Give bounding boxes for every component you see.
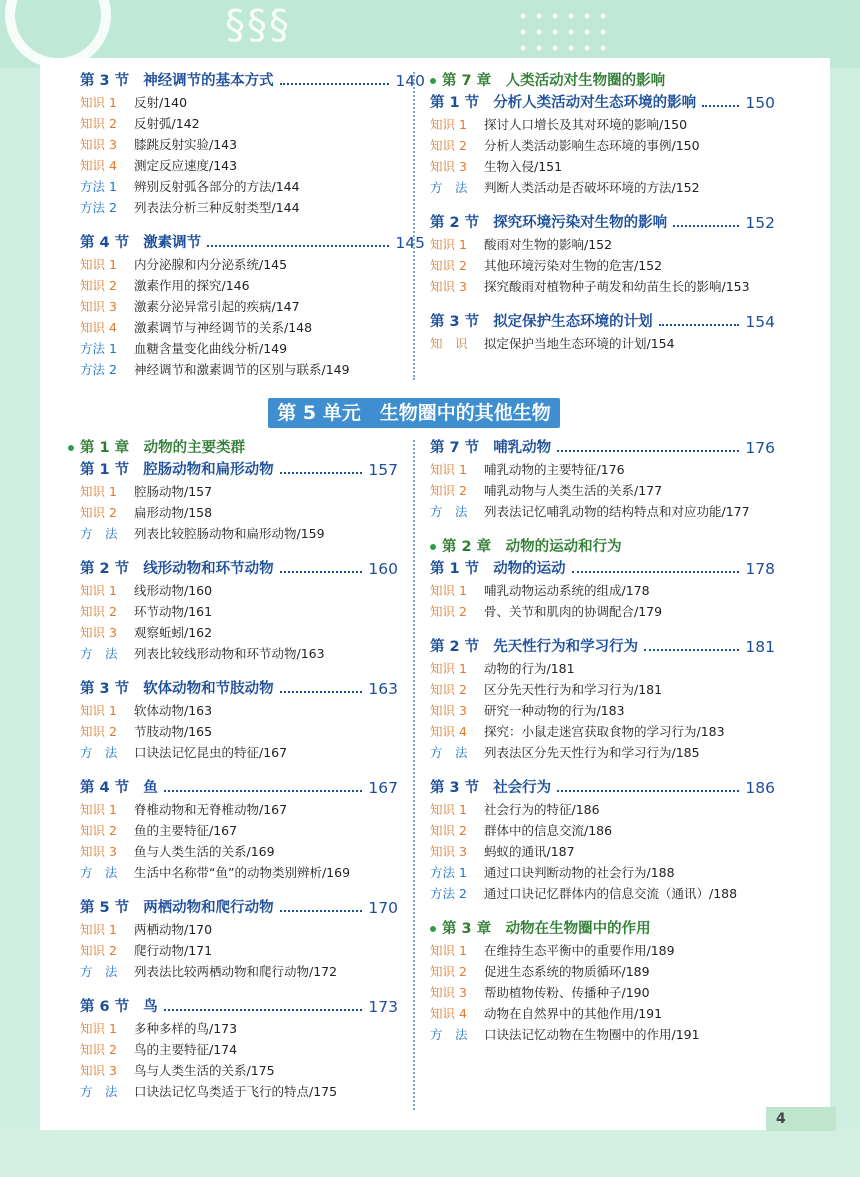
item-text: 多种多样的鸟/173 xyxy=(134,1021,238,1036)
toc-item xyxy=(80,359,425,380)
toc-item xyxy=(430,982,775,1003)
toc-section xyxy=(430,212,775,297)
section-number: 第 1 节 xyxy=(430,95,480,111)
item-text: 辨别反射弧各部分的方法/144 xyxy=(134,179,300,194)
column-divider-bottom xyxy=(413,440,415,1110)
toc-item xyxy=(80,176,425,197)
section-title: 神经调节的基本方式 xyxy=(143,73,274,89)
item-text: 反射弧/142 xyxy=(134,116,200,131)
toc-item xyxy=(80,961,398,982)
item-tag: 知识 1 xyxy=(430,462,467,477)
toc-section xyxy=(430,940,775,1045)
section-page: 181 xyxy=(745,638,775,656)
item-text: 激素作用的探究/146 xyxy=(134,278,250,293)
toc-item xyxy=(80,113,425,134)
item-text: 内分泌腺和内分泌系统/145 xyxy=(134,257,288,272)
chapter-heading: 第 7 章 人类活动对生物圈的影响 xyxy=(430,70,775,92)
item-text: 生活中名称带“鱼”的动物类别辨析/169 xyxy=(134,865,351,880)
item-tag: 方 法 xyxy=(80,1084,118,1099)
item-text: 观察蚯蚓/162 xyxy=(134,625,213,640)
item-tag: 知识 1 xyxy=(430,117,467,132)
section-title: 鱼 xyxy=(143,780,158,796)
item-text: 血糖含量变化曲线分析/149 xyxy=(134,341,288,356)
toc-section xyxy=(430,311,775,354)
toc-section xyxy=(430,92,775,198)
item-text: 口诀法记忆鸟类适于飞行的特点/175 xyxy=(134,1084,338,1099)
item-text: 酸雨对生物的影响/152 xyxy=(484,237,613,252)
item-tag: 方 法 xyxy=(80,526,118,541)
item-tag: 方 法 xyxy=(80,964,118,979)
item-text: 测定反应速度/143 xyxy=(134,158,238,173)
toc-section xyxy=(80,232,425,380)
section-heading xyxy=(80,70,425,92)
item-text: 腔肠动物/157 xyxy=(134,484,213,499)
column-divider-top xyxy=(413,72,415,380)
item-tag: 方法 2 xyxy=(80,362,117,377)
item-tag: 知识 2 xyxy=(80,943,117,958)
dot-leader xyxy=(572,571,740,573)
item-text: 列表法分析三种反射类型/144 xyxy=(134,200,300,215)
toc-section xyxy=(430,636,775,763)
item-text: 鱼与人类生活的关系/169 xyxy=(134,844,275,859)
item-text: 列表比较腔肠动物和扁形动物/159 xyxy=(134,526,325,541)
section-number: 第 2 节 xyxy=(430,215,480,231)
item-text: 节肢动物/165 xyxy=(134,724,213,739)
item-text: 动物在自然界中的其他作用/191 xyxy=(484,1006,663,1021)
item-text: 口诀法记忆昆虫的特征/167 xyxy=(134,745,288,760)
toc-item xyxy=(430,721,775,742)
item-text: 鸟与人类生活的关系/175 xyxy=(134,1063,275,1078)
page-number: 4 xyxy=(766,1107,836,1131)
toc-item xyxy=(80,1018,398,1039)
toc-item xyxy=(80,580,398,601)
toc-item xyxy=(80,841,398,862)
dot-leader xyxy=(557,450,739,452)
dot-leader xyxy=(280,691,363,693)
section-heading xyxy=(80,777,398,799)
item-text: 列表法比较两栖动物和爬行动物/172 xyxy=(134,964,338,979)
item-tag: 方 法 xyxy=(430,180,468,195)
toc-item xyxy=(80,134,425,155)
item-text: 爬行动物/171 xyxy=(134,943,213,958)
item-tag: 知识 4 xyxy=(80,320,117,335)
dot-leader xyxy=(280,83,390,85)
toc-item xyxy=(430,679,775,700)
toc-section xyxy=(80,70,425,218)
item-tag: 知识 1 xyxy=(80,484,117,499)
dot-leader xyxy=(557,790,739,792)
item-tag: 知识 2 xyxy=(430,682,467,697)
item-tag: 知识 1 xyxy=(80,1021,117,1036)
chapter-heading: 第 3 章 动物在生物圈中的作用 xyxy=(430,918,775,940)
item-text: 判断人类活动是否破坏环境的方法/152 xyxy=(484,180,700,195)
chapter-heading: 第 2 章 动物的运动和行为 xyxy=(430,536,775,558)
item-text: 扁形动物/158 xyxy=(134,505,213,520)
section-title: 线形动物和环节动物 xyxy=(143,561,274,577)
toc-section xyxy=(68,678,398,763)
dot-leader xyxy=(673,225,739,227)
section-page: 167 xyxy=(368,779,398,797)
toc-item xyxy=(430,156,775,177)
section-heading xyxy=(430,92,775,114)
item-text: 区分先天性行为和学习行为/181 xyxy=(484,682,663,697)
section-heading xyxy=(430,558,775,580)
item-tag: 方法 1 xyxy=(80,179,117,194)
item-text: 列表法区分先天性行为和学习行为/185 xyxy=(484,745,700,760)
chapter-heading: 第 1 章 动物的主要类群 xyxy=(68,437,398,459)
section-heading xyxy=(80,558,398,580)
item-tag: 知识 1 xyxy=(80,257,117,272)
dot-leader xyxy=(164,790,363,792)
section-title: 探究环境污染对生物的影响 xyxy=(493,215,668,231)
toc-column-bottom-left xyxy=(68,437,398,1116)
section-heading xyxy=(430,636,775,658)
toc-section xyxy=(68,777,398,883)
toc-item xyxy=(80,481,398,502)
section-title: 拟定保护生态环境的计划 xyxy=(493,314,653,330)
toc-item xyxy=(430,841,775,862)
item-tag: 知识 1 xyxy=(80,95,117,110)
toc-column-top-right xyxy=(430,70,775,368)
item-text: 在维持生态平衡中的重要作用/189 xyxy=(484,943,675,958)
dot-leader xyxy=(280,910,363,912)
toc-item xyxy=(80,1081,398,1102)
decorative-waves: §§§ xyxy=(225,2,291,48)
dot-leader xyxy=(207,245,389,247)
toc-item xyxy=(430,601,775,622)
toc-item xyxy=(80,721,398,742)
section-page: 140 xyxy=(395,72,425,90)
item-text: 脊椎动物和无脊椎动物/167 xyxy=(134,802,288,817)
item-text: 通过口诀记忆群体内的信息交流（通讯）/188 xyxy=(484,886,738,901)
section-page: 173 xyxy=(368,998,398,1016)
section-number: 第 5 节 xyxy=(80,900,130,916)
section-page: 178 xyxy=(745,560,775,578)
toc-item xyxy=(80,700,398,721)
dot-leader xyxy=(644,649,739,651)
section-number: 第 6 节 xyxy=(80,999,130,1015)
item-text: 蚂蚁的通讯/187 xyxy=(484,844,575,859)
item-text: 膝跳反射实验/143 xyxy=(134,137,238,152)
item-text: 环节动物/161 xyxy=(134,604,213,619)
item-tag: 方法 1 xyxy=(430,865,467,880)
section-page: 154 xyxy=(745,313,775,331)
toc-item xyxy=(430,961,775,982)
section-heading xyxy=(430,777,775,799)
toc-section xyxy=(68,459,398,544)
item-tag: 知识 3 xyxy=(430,985,467,1000)
item-tag: 知识 2 xyxy=(80,278,117,293)
item-tag: 知识 3 xyxy=(430,279,467,294)
section-number: 第 3 节 xyxy=(80,73,130,89)
section-title: 社会行为 xyxy=(493,780,552,796)
toc-item xyxy=(80,601,398,622)
item-tag: 知识 1 xyxy=(430,661,467,676)
item-text: 口诀法记忆动物在生物圈中的作用/191 xyxy=(484,1027,700,1042)
item-text: 线形动物/160 xyxy=(134,583,213,598)
item-text: 反射/140 xyxy=(134,95,188,110)
item-tag: 知识 2 xyxy=(430,258,467,273)
section-title: 软体动物和节肢动物 xyxy=(143,681,274,697)
toc-item xyxy=(80,317,425,338)
item-text: 软体动物/163 xyxy=(134,703,213,718)
toc-section xyxy=(430,437,775,522)
toc-section xyxy=(68,558,398,664)
item-text: 列表比较线形动物和环节动物/163 xyxy=(134,646,325,661)
toc-item xyxy=(430,820,775,841)
toc-item xyxy=(80,275,425,296)
item-tag: 知识 4 xyxy=(430,724,467,739)
section-heading xyxy=(430,212,775,234)
section-heading xyxy=(80,897,398,919)
item-tag: 知识 1 xyxy=(80,802,117,817)
toc-item xyxy=(430,135,775,156)
item-text: 分析人类活动影响生态环境的事例/150 xyxy=(484,138,700,153)
toc-item xyxy=(80,820,398,841)
item-tag: 知识 3 xyxy=(430,159,467,174)
toc-section xyxy=(68,996,398,1102)
toc-section xyxy=(430,558,775,622)
section-heading xyxy=(80,678,398,700)
item-tag: 知识 3 xyxy=(80,625,117,640)
item-tag: 知识 3 xyxy=(80,844,117,859)
toc-item xyxy=(80,940,398,961)
toc-item xyxy=(80,919,398,940)
section-title: 先天性行为和学习行为 xyxy=(493,639,639,655)
section-page: 186 xyxy=(745,779,775,797)
item-tag: 方 法 xyxy=(80,646,118,661)
item-tag: 知识 3 xyxy=(430,844,467,859)
toc-item xyxy=(80,799,398,820)
item-tag: 知识 2 xyxy=(430,138,467,153)
item-text: 哺乳动物与人类生活的关系/177 xyxy=(484,483,663,498)
item-tag: 知识 3 xyxy=(80,1063,117,1078)
toc-section xyxy=(68,897,398,982)
section-page: 145 xyxy=(395,234,425,252)
item-tag: 知识 1 xyxy=(430,943,467,958)
section-page: 163 xyxy=(368,680,398,698)
toc-item xyxy=(430,799,775,820)
item-text: 生物入侵/151 xyxy=(484,159,563,174)
section-page: 176 xyxy=(745,439,775,457)
item-text: 骨、关节和肌肉的协调配合/179 xyxy=(484,604,663,619)
section-number: 第 1 节 xyxy=(80,462,130,478)
section-page: 152 xyxy=(745,214,775,232)
item-tag: 知识 2 xyxy=(430,604,467,619)
toc-item xyxy=(80,523,398,544)
toc-column-top-left xyxy=(80,70,425,394)
toc-item xyxy=(430,276,775,297)
item-text: 群体中的信息交流/186 xyxy=(484,823,613,838)
item-tag: 方 法 xyxy=(80,745,118,760)
section-heading xyxy=(430,311,775,333)
section-number: 第 7 节 xyxy=(430,440,480,456)
item-text: 通过口诀判断动物的社会行为/188 xyxy=(484,865,675,880)
item-text: 探讨人口增长及其对环境的影响/150 xyxy=(484,117,688,132)
section-heading xyxy=(80,996,398,1018)
item-tag: 知识 2 xyxy=(430,823,467,838)
toc-item xyxy=(80,338,425,359)
item-text: 神经调节和激素调节的区别与联系/149 xyxy=(134,362,350,377)
section-number: 第 3 节 xyxy=(80,681,130,697)
item-text: 社会行为的特征/186 xyxy=(484,802,600,817)
toc-item xyxy=(430,1024,775,1045)
item-tag: 方 法 xyxy=(80,865,118,880)
section-heading xyxy=(80,459,398,481)
bottom-decoration-band xyxy=(0,1128,860,1177)
item-tag: 知识 1 xyxy=(80,922,117,937)
item-tag: 方法 1 xyxy=(80,341,117,356)
toc-item xyxy=(80,643,398,664)
item-tag: 方法 2 xyxy=(430,886,467,901)
item-tag: 知识 2 xyxy=(430,964,467,979)
section-number: 第 3 节 xyxy=(430,780,480,796)
item-text: 激素分泌异常引起的疾病/147 xyxy=(134,299,300,314)
toc-item xyxy=(80,502,398,523)
toc-item xyxy=(430,658,775,679)
section-page: 150 xyxy=(745,94,775,112)
toc-item xyxy=(430,1003,775,1024)
section-page: 170 xyxy=(368,899,398,917)
section-title: 分析人类活动对生态环境的影响 xyxy=(493,95,697,111)
item-tag: 方 法 xyxy=(430,1027,468,1042)
section-title: 动物的运动 xyxy=(493,561,566,577)
item-text: 拟定保护当地生态环境的计划/154 xyxy=(484,336,675,351)
toc-item xyxy=(80,1039,398,1060)
item-tag: 知识 3 xyxy=(80,299,117,314)
section-heading xyxy=(430,437,775,459)
item-tag: 知识 2 xyxy=(80,1042,117,1057)
toc-item xyxy=(80,197,425,218)
item-tag: 知识 1 xyxy=(430,583,467,598)
item-text: 哺乳动物的主要特征/176 xyxy=(484,462,625,477)
item-text: 探究：小鼠走迷宫获取食物的学习行为/183 xyxy=(484,724,725,739)
toc-item xyxy=(430,742,775,763)
toc-item xyxy=(430,177,775,198)
toc-item xyxy=(80,296,425,317)
toc-item xyxy=(80,1060,398,1081)
item-tag: 知识 1 xyxy=(80,703,117,718)
item-tag: 知识 4 xyxy=(430,1006,467,1021)
toc-item xyxy=(430,580,775,601)
item-tag: 知识 2 xyxy=(80,823,117,838)
unit-banner: 第 5 单元 生物圈中的其他生物 xyxy=(268,398,560,428)
dot-leader xyxy=(280,472,363,474)
item-tag: 方 法 xyxy=(430,745,468,760)
item-text: 其他环境污染对生物的危害/152 xyxy=(484,258,663,273)
item-tag: 方 法 xyxy=(430,504,468,519)
toc-item xyxy=(430,501,775,522)
section-page: 160 xyxy=(368,560,398,578)
section-title: 哺乳动物 xyxy=(493,440,552,456)
section-number: 第 4 节 xyxy=(80,235,130,251)
item-tag: 知识 3 xyxy=(430,703,467,718)
section-title: 鸟 xyxy=(143,999,158,1015)
item-tag: 知识 2 xyxy=(430,483,467,498)
item-tag: 知识 3 xyxy=(80,137,117,152)
item-text: 鸟的主要特征/174 xyxy=(134,1042,238,1057)
toc-item xyxy=(430,700,775,721)
section-number: 第 4 节 xyxy=(80,780,130,796)
toc-item xyxy=(80,862,398,883)
toc-item xyxy=(430,234,775,255)
toc-item xyxy=(80,254,425,275)
section-heading xyxy=(80,232,425,254)
item-text: 帮助植物传粉、传播种子/190 xyxy=(484,985,650,1000)
toc-item xyxy=(430,883,775,904)
item-text: 列表法记忆哺乳动物的结构特点和对应功能/177 xyxy=(484,504,750,519)
item-text: 哺乳动物运动系统的组成/178 xyxy=(484,583,650,598)
item-text: 激素调节与神经调节的关系/148 xyxy=(134,320,313,335)
item-text: 鱼的主要特征/167 xyxy=(134,823,238,838)
item-text: 促进生态系统的物质循环/189 xyxy=(484,964,650,979)
item-tag: 知识 2 xyxy=(80,724,117,739)
toc-item xyxy=(430,940,775,961)
toc-item xyxy=(80,742,398,763)
item-tag: 知 识 xyxy=(430,336,468,351)
section-page: 157 xyxy=(368,461,398,479)
dot-leader xyxy=(280,571,363,573)
section-number: 第 2 节 xyxy=(430,639,480,655)
item-tag: 知识 1 xyxy=(80,583,117,598)
toc-item xyxy=(430,862,775,883)
item-tag: 知识 2 xyxy=(80,505,117,520)
toc-column-bottom-right xyxy=(430,437,775,1059)
item-tag: 方法 2 xyxy=(80,200,117,215)
dot-leader xyxy=(659,324,740,326)
decorative-dots xyxy=(515,8,615,58)
toc-section xyxy=(430,777,775,904)
item-tag: 知识 1 xyxy=(430,802,467,817)
toc-item xyxy=(80,622,398,643)
section-number: 第 2 节 xyxy=(80,561,130,577)
dot-leader xyxy=(164,1009,363,1011)
section-title: 两栖动物和爬行动物 xyxy=(143,900,274,916)
section-number: 第 3 节 xyxy=(430,314,480,330)
dot-leader xyxy=(702,105,739,107)
item-text: 探究酸雨对植物种子萌发和幼苗生长的影响/153 xyxy=(484,279,750,294)
item-tag: 知识 2 xyxy=(80,116,117,131)
item-text: 动物的行为/181 xyxy=(484,661,575,676)
toc-item xyxy=(80,92,425,113)
toc-item xyxy=(430,480,775,501)
item-text: 两栖动物/170 xyxy=(134,922,213,937)
toc-item xyxy=(430,333,775,354)
section-title: 激素调节 xyxy=(143,235,202,251)
toc-item xyxy=(430,255,775,276)
item-tag: 知识 2 xyxy=(80,604,117,619)
section-number: 第 1 节 xyxy=(430,561,480,577)
section-title: 腔肠动物和扁形动物 xyxy=(143,462,274,478)
item-text: 研究一种动物的行为/183 xyxy=(484,703,625,718)
toc-item xyxy=(430,114,775,135)
toc-item xyxy=(430,459,775,480)
item-tag: 知识 4 xyxy=(80,158,117,173)
toc-item xyxy=(80,155,425,176)
item-tag: 知识 1 xyxy=(430,237,467,252)
